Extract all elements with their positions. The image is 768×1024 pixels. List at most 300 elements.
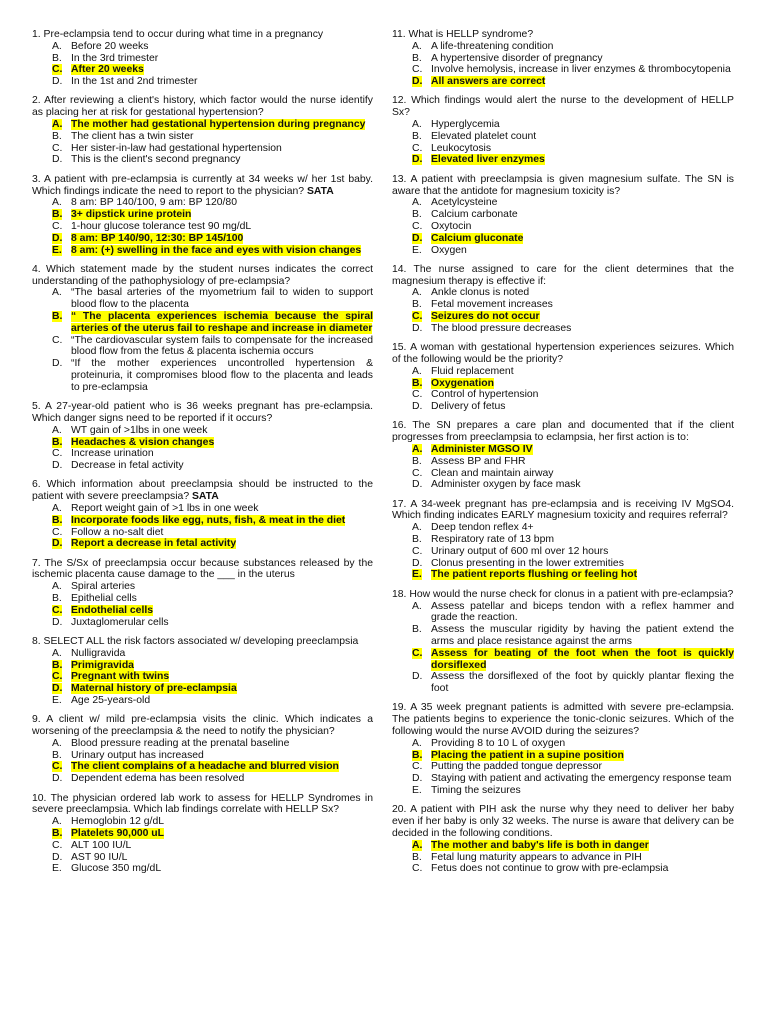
- option-letter-text: B.: [52, 659, 63, 671]
- option-text-content: Fluid replacement: [431, 365, 514, 377]
- option-text-content: After 20 weeks: [71, 64, 144, 76]
- question-block: [392, 589, 734, 695]
- option-text: [71, 683, 373, 695]
- option-text-content: Assess patellar and biceps tendon with a reflex hammer and grade the reaction.: [431, 600, 734, 624]
- option-letter: [412, 154, 431, 166]
- option-text-content: In the 1st and 2nd trimester: [71, 76, 198, 88]
- answer-option: [32, 617, 373, 629]
- question-block: [392, 174, 734, 257]
- question-text: [32, 558, 373, 582]
- option-letter-text: C.: [52, 604, 63, 616]
- option-text-content: Headaches & vision changes: [71, 436, 215, 448]
- option-letter: [52, 154, 71, 166]
- option-letter: [52, 209, 71, 221]
- option-letter-text: B.: [52, 130, 62, 142]
- question-block: [32, 479, 373, 550]
- option-letter: [412, 738, 431, 750]
- option-text-content: Epithelial cells: [71, 593, 137, 605]
- option-text-content: All answers are correct: [431, 76, 546, 88]
- option-text: [71, 245, 373, 257]
- answer-option-highlighted: [32, 671, 373, 683]
- option-text-content: A life-threatening condition: [431, 40, 554, 52]
- question-stem: 14. The nurse assigned to care for the client determines that the magnesium therapy is effective if:: [392, 263, 734, 287]
- answer-option: [32, 76, 373, 88]
- option-letter-text: C.: [52, 142, 63, 154]
- option-text-content: Fetal lung maturity appears to advance in PIH: [431, 851, 642, 863]
- question-block: [32, 264, 373, 394]
- option-letter-text: C.: [412, 142, 423, 154]
- option-text: [71, 750, 373, 762]
- question-text: [32, 401, 373, 425]
- option-text: [431, 197, 734, 209]
- option-text-content: Assess BP and FHR: [431, 455, 526, 467]
- answer-options: [32, 119, 373, 166]
- option-text-content: Assess for beating of the foot when the foot is quickly dorsiflexed: [431, 647, 734, 671]
- option-letter-text: B.: [412, 377, 423, 389]
- question-text: [392, 804, 734, 839]
- option-letter: [412, 209, 431, 221]
- option-text-content: Primigravida: [71, 659, 134, 671]
- option-letter: [52, 437, 71, 449]
- option-text: [71, 527, 373, 539]
- option-letter: [52, 119, 71, 131]
- answer-option-highlighted: [32, 311, 373, 335]
- option-letter-text: B.: [412, 209, 422, 221]
- option-text-content: Elevated liver enzymes: [431, 154, 545, 166]
- option-text-content: Dependent edema has been resolved: [71, 773, 245, 785]
- answer-options: [392, 444, 734, 491]
- option-text: [431, 299, 734, 311]
- option-letter: [52, 605, 71, 617]
- option-letter-text: B.: [412, 52, 422, 64]
- answer-options: [32, 41, 373, 88]
- option-letter: [412, 479, 431, 491]
- option-letter-text: A.: [412, 600, 422, 612]
- option-letter: [412, 558, 431, 570]
- option-letter-text: B.: [412, 624, 422, 636]
- answer-options: [392, 287, 734, 334]
- option-text-content: The mother had gestational hypertension during pregnancy: [71, 119, 366, 131]
- option-text: [431, 401, 734, 413]
- option-text: [431, 389, 734, 401]
- option-text: [71, 605, 373, 617]
- question-block: [32, 636, 373, 707]
- option-letter-text: A.: [412, 119, 422, 131]
- option-text-content: “If the mother experiences uncontrolled hypertension & proteinuria, it compromises blood flow to the placenta and leads to pre-eclampsia: [71, 358, 373, 393]
- option-letter-text: A.: [412, 522, 422, 534]
- answer-option: [32, 750, 373, 762]
- option-text: [71, 425, 373, 437]
- option-letter-text: E.: [412, 569, 422, 581]
- option-text-content: Blood pressure reading at the prenatal baseline: [71, 737, 290, 749]
- option-letter-text: E.: [52, 694, 62, 706]
- option-letter: [412, 389, 431, 401]
- option-letter: [412, 131, 431, 143]
- option-letter: [52, 76, 71, 88]
- answer-option: [392, 41, 734, 53]
- option-letter: [52, 335, 71, 347]
- answer-option: [392, 299, 734, 311]
- answer-option: [32, 143, 373, 155]
- option-text-content: Fetal movement increases: [431, 299, 553, 311]
- option-letter: [412, 366, 431, 378]
- option-letter: [52, 64, 71, 76]
- option-text-content: Incorporate foods like egg, nuts, fish, & meat in the diet: [71, 514, 346, 526]
- question-text: [392, 420, 734, 444]
- option-text: [71, 816, 373, 828]
- answer-option: [392, 143, 734, 155]
- option-letter-text: B.: [412, 749, 423, 761]
- question-stem: 19. A 35 week pregnant patients is admitted with severe pre-eclampsia. The patients begins to experience the tonic-clonic seizures. Which of the following would the nurse AVOID during the seizures?: [392, 702, 734, 738]
- answer-option: [32, 593, 373, 605]
- option-letter-text: C.: [52, 448, 63, 460]
- question-block: [32, 95, 373, 166]
- question-text: [32, 264, 373, 288]
- option-letter: [412, 761, 431, 773]
- answer-options: [392, 601, 734, 695]
- option-text-content: WT gain of >1lbs in one week: [71, 424, 208, 436]
- option-letter: [52, 593, 71, 605]
- question-block: [32, 401, 373, 472]
- option-letter: [412, 750, 431, 762]
- option-letter-text: E.: [412, 785, 422, 797]
- option-text-content: Before 20 weeks: [71, 40, 149, 52]
- option-text: [71, 863, 373, 875]
- option-letter: [52, 761, 71, 773]
- option-text: [71, 41, 373, 53]
- option-letter: [52, 131, 71, 143]
- option-text-content: 8 am: BP 140/100, 9 am: BP 120/80: [71, 197, 237, 209]
- option-text-content: The client has a twin sister: [71, 130, 194, 142]
- option-text: [431, 53, 734, 65]
- option-text: [71, 119, 373, 131]
- question-block: [392, 420, 734, 491]
- answer-option-highlighted: [392, 648, 734, 672]
- answer-option-highlighted: [392, 840, 734, 852]
- answer-option: [32, 131, 373, 143]
- answer-option: [392, 245, 734, 257]
- option-text-content: A hypertensive disorder of pregnancy: [431, 52, 603, 64]
- answer-options: [392, 738, 734, 797]
- answer-option: [392, 601, 734, 625]
- question-text: [392, 174, 734, 198]
- question-text: [32, 714, 373, 738]
- answer-option: [392, 624, 734, 648]
- option-letter-text: C.: [412, 647, 423, 659]
- option-text-content: Clonus presenting in the lower extremities: [431, 557, 624, 569]
- option-text: [431, 378, 734, 390]
- option-text: [431, 671, 734, 695]
- option-letter-text: D.: [412, 479, 423, 491]
- answer-option: [32, 527, 373, 539]
- option-letter: [52, 245, 71, 257]
- option-letter: [52, 816, 71, 828]
- option-text-content: Respiratory rate of 13 bpm: [431, 534, 555, 546]
- option-letter-text: D.: [52, 773, 63, 785]
- option-letter-text: C.: [412, 220, 423, 232]
- option-text: [431, 534, 734, 546]
- option-letter-text: D.: [52, 232, 63, 244]
- answer-option-highlighted: [392, 154, 734, 166]
- answer-option: [392, 671, 734, 695]
- option-text-content: Assess the dorsiflexed of the foot by quickly plantar flexing the foot: [431, 671, 734, 695]
- option-text: [431, 601, 734, 625]
- option-letter: [52, 53, 71, 65]
- answer-option: [392, 479, 734, 491]
- answer-option: [32, 287, 373, 311]
- answer-option-highlighted: [392, 233, 734, 245]
- answer-option-highlighted: [32, 119, 373, 131]
- answer-option: [392, 323, 734, 335]
- option-letter-text: E.: [52, 863, 62, 875]
- option-text: [71, 660, 373, 672]
- option-letter-text: D.: [412, 76, 423, 88]
- answer-option-highlighted: [32, 64, 373, 76]
- option-letter: [52, 527, 71, 539]
- option-letter-text: C.: [412, 64, 423, 76]
- option-text-content: Leukocytosis: [431, 142, 492, 154]
- option-letter: [412, 785, 431, 797]
- answer-option: [32, 816, 373, 828]
- answer-options: [392, 840, 734, 875]
- option-letter-text: D.: [52, 154, 63, 166]
- answer-option-highlighted: [32, 660, 373, 672]
- question-block: [392, 264, 734, 335]
- answer-option: [392, 287, 734, 299]
- question-text: [32, 479, 373, 503]
- answer-options: [32, 581, 373, 628]
- answer-option: [32, 358, 373, 393]
- question-block: [32, 558, 373, 629]
- question-text: [392, 264, 734, 288]
- option-letter-text: D.: [52, 460, 63, 472]
- option-text-content: “ The placenta experiences ischemia because the spiral arteries of the uterus fail to reshape and increase in diameter: [71, 311, 373, 334]
- answer-options: [32, 503, 373, 550]
- answer-option: [392, 197, 734, 209]
- question-stem: 2. After reviewing a client's history, which factor would the nurse identify as placing her at risk for gestational hypertension?: [32, 95, 373, 119]
- question-stem: 17. A 34-week pregnant has pre-eclampsia and is receiving IV MgSO4. Which finding indicates EARLY magnesium toxicity and requires referral?: [392, 498, 734, 522]
- option-text: [431, 323, 734, 335]
- option-text: [71, 852, 373, 864]
- option-text: [71, 154, 373, 166]
- answer-option: [32, 41, 373, 53]
- question-text: [392, 702, 734, 737]
- option-letter: [52, 143, 71, 155]
- option-text: [431, 522, 734, 534]
- option-letter-text: C.: [52, 334, 63, 346]
- option-text: [71, 460, 373, 472]
- answer-option: [32, 840, 373, 852]
- option-letter-text: A.: [52, 816, 62, 828]
- answer-option-highlighted: [392, 444, 734, 456]
- option-letter-text: B.: [412, 299, 422, 311]
- option-text: [431, 738, 734, 750]
- option-letter: [52, 671, 71, 683]
- option-letter: [52, 840, 71, 852]
- option-letter: [412, 601, 431, 613]
- question-text: [392, 29, 734, 41]
- option-text-content: Increase urination: [71, 448, 154, 460]
- option-text: [431, 624, 734, 648]
- option-letter-text: B.: [52, 311, 63, 323]
- option-letter-text: C.: [412, 467, 423, 479]
- answer-option-highlighted: [32, 209, 373, 221]
- option-text: [431, 245, 734, 257]
- option-text-content: Report weight gain of >1 lbs in one week: [71, 502, 259, 514]
- option-text: [431, 119, 734, 131]
- option-letter-text: C.: [52, 64, 63, 76]
- question-block: [392, 95, 734, 166]
- option-text: [71, 209, 373, 221]
- question-text: [32, 174, 373, 198]
- option-text-content: 8 am: BP 140/90, 12:30: BP 145/100: [71, 232, 244, 244]
- option-text: [431, 233, 734, 245]
- option-letter-text: A.: [412, 40, 422, 52]
- option-letter: [412, 323, 431, 335]
- answer-option-highlighted: [392, 750, 734, 762]
- option-letter: [412, 671, 431, 683]
- option-text: [431, 131, 734, 143]
- answer-option-highlighted: [32, 761, 373, 773]
- answer-option: [392, 389, 734, 401]
- option-text: [431, 41, 734, 53]
- answer-option-highlighted: [392, 311, 734, 323]
- option-letter-text: C.: [52, 761, 63, 773]
- option-letter: [52, 581, 71, 593]
- question-stem: 6. Which information about preeclampsia should be instructed to the patient with severe preeclampsia?: [32, 479, 373, 503]
- answer-option: [392, 546, 734, 558]
- option-letter-text: A.: [412, 839, 423, 851]
- option-text-content: Timing the seizures: [431, 785, 521, 797]
- option-letter-text: A.: [412, 287, 422, 299]
- answer-option: [32, 154, 373, 166]
- option-text: [431, 64, 734, 76]
- question-text: [32, 95, 373, 119]
- option-letter: [412, 773, 431, 785]
- option-letter: [412, 468, 431, 480]
- question-stem: 18. How would the nurse check for clonus in a patient with pre-eclampsia?: [392, 588, 734, 600]
- option-text: [71, 503, 373, 515]
- option-text-content: Urinary output of 600 ml over 12 hours: [431, 545, 609, 557]
- answer-option: [32, 53, 373, 65]
- option-letter-text: C.: [52, 526, 63, 538]
- option-letter-text: A.: [412, 737, 422, 749]
- option-text-content: Oxygen: [431, 244, 467, 256]
- answer-option: [32, 448, 373, 460]
- option-text: [431, 366, 734, 378]
- option-text-content: ALT 100 IU/L: [71, 839, 132, 851]
- option-text: [71, 738, 373, 750]
- option-text: [71, 143, 373, 155]
- option-letter: [412, 245, 431, 257]
- question-tag: SATA: [192, 491, 219, 503]
- option-text-content: Assess the muscular rigidity by having the patient extend the arms and place resistance against the arms: [431, 624, 734, 647]
- answer-option: [32, 773, 373, 785]
- option-letter: [52, 738, 71, 750]
- option-letter: [52, 683, 71, 695]
- option-letter-text: B.: [52, 749, 62, 761]
- option-text-content: The patient reports flushing or feeling hot: [431, 569, 638, 581]
- answer-option: [392, 468, 734, 480]
- option-letter: [412, 143, 431, 155]
- option-letter-text: D.: [52, 358, 63, 370]
- option-text-content: “The basal arteries of the myometrium fail to widen to support blood flow to the placenta: [71, 287, 373, 311]
- option-letter: [52, 358, 71, 370]
- option-letter: [52, 660, 71, 672]
- option-letter-text: C.: [412, 545, 423, 557]
- option-text-content: Hyperglycemia: [431, 119, 500, 131]
- option-letter-text: A.: [52, 119, 63, 131]
- question-stem: 5. A 27-year-old patient who is 36 weeks pregnant has pre-eclampsia. Which danger signs need to be reported if it occurs?: [32, 401, 373, 424]
- option-text: [431, 785, 734, 797]
- question-text: [392, 342, 734, 366]
- question-stem: 8. SELECT ALL the risk factors associated w/ developing preeclampsia: [32, 635, 359, 647]
- option-letter-text: A.: [52, 581, 62, 593]
- option-letter: [412, 311, 431, 323]
- option-letter-text: A.: [412, 365, 422, 377]
- option-text: [71, 828, 373, 840]
- option-letter-text: B.: [412, 851, 422, 863]
- question-tag: SATA: [306, 185, 334, 197]
- option-letter-text: B.: [412, 534, 422, 546]
- question-block: [32, 174, 373, 257]
- answer-option: [32, 738, 373, 750]
- answer-option: [392, 366, 734, 378]
- question-stem: 3. A patient with pre-eclampsia is currently at 34 weeks w/ her 1st baby. Which findings indicate the need to report to the physician?: [32, 173, 373, 197]
- option-letter: [52, 863, 71, 875]
- answer-options: [32, 738, 373, 785]
- answer-option: [392, 534, 734, 546]
- option-letter: [52, 695, 71, 707]
- option-letter-text: E.: [52, 244, 62, 256]
- option-letter: [412, 378, 431, 390]
- answer-option: [392, 773, 734, 785]
- option-letter-text: A.: [52, 647, 62, 659]
- option-letter-text: C.: [412, 389, 423, 401]
- option-text: [71, 437, 373, 449]
- option-letter: [52, 233, 71, 245]
- question-block: [392, 499, 734, 582]
- option-text-content: Involve hemolysis, increase in liver enzymes & thrombocytopenia: [431, 64, 731, 76]
- question-block: [32, 714, 373, 785]
- answer-option-highlighted: [32, 515, 373, 527]
- answer-option-highlighted: [32, 437, 373, 449]
- option-letter-text: A.: [52, 40, 62, 52]
- answer-option: [392, 558, 734, 570]
- option-text: [71, 695, 373, 707]
- option-letter-text: B.: [52, 827, 63, 839]
- option-letter: [412, 76, 431, 88]
- option-letter: [412, 53, 431, 65]
- option-text: [431, 143, 734, 155]
- option-text-content: Delivery of fetus: [431, 401, 506, 413]
- option-text: [71, 358, 373, 393]
- option-letter: [52, 221, 71, 233]
- option-letter-text: B.: [52, 593, 62, 605]
- option-letter: [52, 515, 71, 527]
- option-text-content: Elevated platelet count: [431, 130, 537, 142]
- option-letter: [412, 534, 431, 546]
- option-text-content: Maternal history of pre-eclampsia: [71, 683, 237, 695]
- answer-option: [32, 695, 373, 707]
- option-text-content: Glucose 350 mg/dL: [71, 863, 162, 875]
- answer-option: [32, 221, 373, 233]
- right-column: [392, 29, 734, 883]
- option-text: [431, 840, 734, 852]
- option-text: [431, 221, 734, 233]
- answer-options: [392, 522, 734, 581]
- option-letter: [412, 546, 431, 558]
